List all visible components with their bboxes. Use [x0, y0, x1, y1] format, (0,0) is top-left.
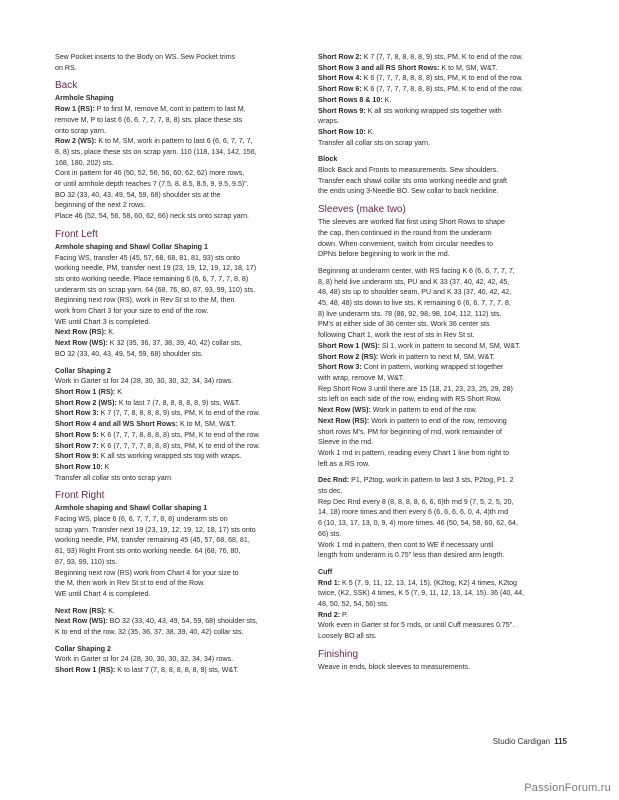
line-text: BO 32 (33, 40, 43, 49, 54, 59, 68) shoulder sts at the — [55, 190, 221, 199]
line-text: 66) sts. — [318, 529, 342, 538]
row-label: Short Row 1 (RS): — [55, 387, 116, 396]
line-text: 8) live underarm sts. 78 (86, 92, 98, 98, 104, 112, 112) sts. — [318, 309, 502, 318]
line-text: Work 1 rnd in pattern, reading every Chart 1 line from right to — [318, 448, 510, 457]
line-text: Beginning next row (RS), work in Rev St st to the M, then — [55, 296, 235, 305]
section-heading: Sleeves (make two) — [318, 204, 406, 216]
line-text: sts left on each side of the row, ending with RS Short Row. — [318, 395, 502, 404]
text-line — [318, 507, 576, 518]
row-label: Short Row 2: — [318, 53, 362, 61]
line-text: WE until Chart 4 is completed. — [55, 589, 151, 598]
line-text: Transfer all collar sts onto scrap yarn — [55, 473, 172, 482]
row-label: Short Row 10: — [55, 462, 103, 471]
row-label: Short Row 4: — [318, 74, 362, 83]
line-text: onto scrap yarn. — [55, 126, 106, 135]
line-text: the M, then work in Rev St st to end of the Row. — [55, 579, 205, 588]
text-line — [55, 578, 309, 589]
paragraph — [318, 52, 576, 148]
row-label: Short Row 3 and all RS Short Rows: — [318, 63, 440, 72]
text-line — [318, 599, 576, 610]
row-label: Short Row 2 (WS): — [55, 398, 117, 407]
text-line — [55, 306, 309, 317]
watermark: PassionForum.ru — [524, 782, 611, 794]
text-line — [55, 158, 309, 169]
row-label: Short Row 2 (RS): — [318, 352, 379, 361]
paragraph — [318, 475, 576, 561]
line-text: Cont in pattern, working wrapped st together — [361, 363, 504, 372]
line-text: length from underarm is 0.75" less than desired arm length. — [318, 551, 505, 560]
line-text: Transfer all collar sts on scrap yarn. — [318, 138, 431, 147]
text-line — [318, 309, 576, 320]
text-line — [55, 627, 309, 638]
text-line — [318, 373, 576, 384]
text-line — [318, 84, 576, 95]
text-line — [55, 514, 309, 525]
line-text: K all sts working wrapped sts together with — [365, 106, 502, 115]
line-text: K 6 (7, 7, 7, 8, 8, 8, 8) sts, PM, K to end of the row. — [361, 74, 524, 83]
text-line — [318, 588, 576, 599]
subheading: Armhole shaping and Shawl Collar shaping 1 — [55, 504, 208, 513]
line-text: K 6 (7, 7, 7, 8, 8, 8, 8) sts, PM, K to end of the row. — [98, 430, 261, 439]
row-label: Short Row 1 (RS): — [55, 666, 116, 675]
row-label: Next Row (WS): — [55, 339, 108, 348]
paragraph — [55, 242, 309, 360]
left-column — [55, 52, 309, 682]
text-line — [55, 419, 309, 430]
text-line — [318, 550, 576, 561]
row-label: Rnd 2: — [318, 610, 341, 619]
paragraph — [318, 567, 576, 642]
text-line — [318, 165, 576, 176]
paragraph — [318, 266, 576, 469]
line-text: Place 46 (52, 54, 56, 58, 60, 62, 66) neck sts onto scrap yarn. — [55, 212, 250, 221]
line-text: Sew Pocket inserts to the Body on WS. Sew Pocket trims — [55, 53, 236, 61]
text-line — [55, 525, 309, 536]
text-line — [318, 518, 576, 529]
text-line — [55, 126, 309, 137]
text-line — [318, 384, 576, 395]
text-line — [55, 115, 309, 126]
line-text: wraps. — [318, 117, 339, 126]
line-text: Work in Garter st for 24 (28, 30, 30, 30, 32, 34, 34) rows. — [55, 655, 234, 664]
line-text: K. — [106, 328, 115, 337]
text-line — [318, 319, 576, 330]
line-text: WE until Chart 3 is completed. — [55, 317, 151, 326]
line-text: Facing WS, place 6 (6, 6, 7, 7, 7, 8, 8) underarm sts on — [55, 515, 228, 524]
text-line — [318, 459, 576, 470]
text-line — [318, 330, 576, 341]
line-text: sts onto working needle. Place remaining 6 (6, 6, 7, 7, 7, 8, 8) — [55, 274, 249, 283]
text-line — [55, 211, 309, 222]
text-line — [318, 298, 576, 309]
text-line — [318, 52, 576, 63]
text-line — [55, 589, 309, 600]
line-text: following Chart 1, work the rest of sts in Rev St st. — [318, 331, 475, 340]
row-label: Next Row (WS): — [55, 617, 108, 626]
paragraph — [55, 606, 309, 638]
line-text: K to last 7 (7, 8, 8, 8, 8, 8, 9) sts, W&T. — [115, 666, 239, 675]
text-line — [55, 451, 309, 462]
subheading: Block — [318, 155, 338, 164]
row-label: Row 2 (WS): — [55, 137, 97, 146]
line-text: 48, 48) sts up to shoulder seam, PU and K 33 (37, 40, 42, 42, — [318, 288, 512, 297]
text-line — [55, 654, 309, 665]
text-line — [318, 228, 576, 239]
line-text: K to M, SM, W&T. — [439, 63, 498, 72]
line-text: K to M, SM, work in pattern to last 6 (6, 6, 7, 7, 7, — [96, 137, 253, 146]
line-text: K to end of the row. 32 (35, 36, 37, 38, 39, 40, 42) collar sts. — [55, 628, 244, 637]
text-line — [318, 249, 576, 260]
line-text: The sleeves are worked flat first using Short Rows to shape — [318, 218, 505, 227]
row-label: Short Row 7: — [55, 441, 99, 450]
text-line — [318, 63, 576, 74]
line-text: K 6 (7, 7, 7, 7, 8, 8, 8) sts, PM, K to end of the row. — [98, 441, 261, 450]
line-text: the ends using 3-Needle BO. Sew collar to back neckline. — [318, 187, 499, 196]
text-line — [55, 274, 309, 285]
line-text: sts dec. — [318, 487, 343, 496]
line-text: DPNs before beginning to work in the rnd. — [318, 250, 450, 259]
line-text: 6 (10, 13, 17, 13, 0, 9, 4) more times. 46 (50, 54, 58, 60, 62, 64, — [318, 519, 518, 528]
row-label: Short Row 10: — [318, 127, 366, 136]
text-line — [318, 394, 576, 405]
text-line — [318, 486, 576, 497]
line-text: remove M, P to last 6 (6, 6, 7, 7, 7, 8, 8) sts, place these sts — [55, 115, 243, 124]
text-line — [55, 535, 309, 546]
row-label: Short Rows 8 & 10: — [318, 95, 383, 104]
text-line — [55, 473, 309, 484]
text-line — [318, 186, 576, 197]
line-text: K — [115, 387, 122, 396]
text-line — [318, 620, 576, 631]
section-heading: Back — [55, 80, 78, 92]
row-label: Rnd 1: — [318, 578, 341, 587]
line-text: underarm sts on scrap yarn. 64 (68, 76, 80, 87, 93, 99, 110) sts. — [55, 285, 256, 294]
text-line — [55, 168, 309, 179]
text-line — [55, 441, 309, 452]
line-text: with wrap, remove M, W&T. — [318, 373, 405, 382]
line-text: K 32 (35, 36, 37, 38, 39, 40, 42) collar sts, — [107, 339, 242, 348]
line-text: Transfer each shawl collar sts onto working needle and graft — [318, 176, 508, 185]
text-line — [55, 52, 309, 63]
paragraph — [318, 217, 576, 260]
text-line — [318, 405, 576, 416]
text-line — [55, 557, 309, 568]
paragraph — [318, 154, 576, 197]
text-line — [55, 190, 309, 201]
row-label: Short Row 1 (WS): — [318, 341, 380, 350]
subheading: Cuff — [318, 567, 333, 576]
text-line — [318, 217, 576, 228]
text-line — [55, 430, 309, 441]
line-text: K to last 7 (7, 8, 8, 8, 8, 8, 9) sts, W&T. — [116, 398, 241, 407]
line-text: PM's at either side of 36 center sts. Work 36 center sts — [318, 320, 490, 329]
paragraph — [55, 93, 309, 221]
row-label: Next Row (RS): — [55, 606, 107, 615]
text-line — [55, 285, 309, 296]
text-line — [318, 427, 576, 438]
subheading: Collar Shaping 2 — [55, 366, 111, 375]
paragraph — [55, 366, 309, 484]
row-label: Next Row (RS): — [318, 416, 370, 425]
line-text: 45, 48, 48) sts down to live sts, K remaining 6 (6, 6, 7, 7, 7, 8, — [318, 299, 511, 308]
line-text: 48, 50, 52, 54, 56) sts. — [318, 600, 389, 609]
text-line — [55, 546, 309, 557]
line-text: 87, 93, 99, 110) sts. — [55, 557, 118, 566]
text-line — [318, 127, 576, 138]
paragraph — [55, 503, 309, 599]
text-line — [55, 665, 309, 676]
paragraph — [55, 644, 309, 676]
line-text: beginning of the next 2 rows. — [55, 201, 146, 210]
line-text: twice, (K2, SSK) 4 times, K 5 (7, 9, 11, 12, 13, 14, 15). 36 (40, 44, — [318, 589, 525, 598]
text-line — [318, 287, 576, 298]
line-text: scrap yarn. Transfer next 19 (23, 19, 12, 19, 12, 18, 17) sts onto — [55, 525, 256, 534]
row-label: Next Row (WS): — [318, 406, 371, 415]
text-line — [55, 147, 309, 158]
line-text: short rows M's. PM for beginning of rnd, work remainder of — [318, 427, 502, 436]
line-text: K 7 (7, 7, 8, 8, 8, 8, 9) sts, PM, K to end of the row. — [361, 53, 524, 61]
row-label: Short Row 9: — [55, 452, 99, 461]
text-line — [318, 176, 576, 187]
text-line — [55, 408, 309, 419]
line-text: 81, 93) Right Front sts onto working needle. 64 (68, 76, 80, — [55, 547, 241, 556]
text-line — [318, 631, 576, 642]
text-line — [318, 448, 576, 459]
line-text: Work in pattern to end of the row, removing — [369, 416, 507, 425]
text-line — [55, 263, 309, 274]
section-heading: Finishing — [318, 648, 359, 660]
line-text: working needle, PM, transfer next 19 (23, 19, 12, 19, 12, 18, 17) — [55, 264, 257, 273]
text-line — [318, 116, 576, 127]
text-line — [318, 475, 576, 486]
text-line — [55, 327, 309, 338]
line-text: P1, P2tog, work in pattern to last 3 sts, P2tog, P1. 2 — [349, 476, 514, 485]
text-line — [318, 106, 576, 117]
line-text: Work in Garter st for 24 (28, 30, 30, 30, 32, 34, 34) rows. — [55, 377, 234, 386]
right-column — [318, 52, 576, 679]
page-footer — [493, 737, 567, 746]
text-line — [55, 136, 309, 147]
row-label: Short Row 6: — [318, 85, 362, 94]
line-text: Beginning at underarm center, with RS facing K 6 (6, 6, 7, 7, 7, — [318, 266, 515, 275]
text-line — [55, 253, 309, 264]
line-text: or until armhole depth reaches 7 (7.5, 8, 8.5, 8.5, 9, 9.5, 9.5)". — [55, 180, 249, 189]
row-label: Short Row 5: — [55, 430, 99, 439]
text-line — [318, 610, 576, 621]
book-title: Studio Cardigan — [492, 737, 551, 746]
text-line — [318, 540, 576, 551]
line-text: BO 32 (33, 40, 43, 49, 54, 59, 68) shoulder sts. — [55, 349, 203, 358]
row-label: Short Row 3: — [318, 363, 362, 372]
line-text: K. — [365, 127, 375, 136]
section-heading: Front Left — [55, 228, 98, 240]
line-text: Sleeve in the rnd. — [318, 438, 374, 447]
text-line — [318, 95, 576, 106]
line-text: 8, 8) held live underarm sts, PU and K 33 (37, 40, 42, 42, 45, — [318, 277, 510, 286]
line-text: 14, 18) more times and then every 6 (6, 6, 6, 6, 0, 4, 4)th rnd — [318, 508, 509, 517]
text-line — [55, 398, 309, 409]
line-text: K — [102, 462, 110, 471]
paragraph — [318, 662, 576, 673]
text-line — [318, 239, 576, 250]
text-line — [318, 138, 576, 149]
line-text: down. When convenient, switch from circular needles to — [318, 239, 494, 248]
line-text: Work in pattern to end of the row. — [370, 406, 478, 415]
text-line — [318, 362, 576, 373]
text-line — [318, 341, 576, 352]
text-line — [55, 606, 309, 617]
row-label: Short Row 3: — [55, 409, 99, 418]
text-line — [55, 616, 309, 627]
line-text: Sl 1, work in pattern to second M, SM, W&T. — [379, 341, 521, 350]
text-line — [318, 662, 576, 673]
line-text: the cap, then continued in the round from the underarm — [318, 228, 492, 237]
line-text: on RS. — [55, 63, 77, 72]
row-label: Short Rows 9: — [318, 106, 366, 115]
text-line — [55, 462, 309, 473]
text-line — [318, 578, 576, 589]
line-text: Rep Dec Rnd every 8 (8, 8, 8, 8, 6, 6, 6)th rnd 9 (7, 5, 2, 5, 20, — [318, 497, 514, 506]
line-text: Beginning next row (RS) work from Chart 4 for your size to — [55, 568, 239, 577]
line-text: work from Chart 3 for your size to end of the row. — [55, 307, 209, 316]
text-line — [318, 437, 576, 448]
line-text: K to M, SM, W&T. — [177, 420, 236, 429]
subheading: Collar Shaping 2 — [55, 644, 111, 653]
line-text: BO 32 (33, 40, 43, 49, 54, 59, 68) shoulder sts, — [107, 617, 258, 626]
line-text: P to first M, remove M, cont in pattern to last M, — [94, 105, 246, 114]
line-text: Weave in ends, block sleeves to measurements. — [318, 662, 471, 671]
text-line — [55, 317, 309, 328]
line-text: Facing WS, transfer 45 (45, 57, 68, 68, 81, 81, 93) sts onto — [55, 253, 240, 262]
text-line — [318, 277, 576, 288]
line-text: Rep Short Row 3 until there are 15 (18, 21, 23, 23, 25, 29, 28) — [318, 384, 513, 393]
text-line — [55, 349, 309, 360]
row-label: Short Row 4 and all WS Short Rows: — [55, 420, 178, 429]
text-line — [318, 266, 576, 277]
text-line — [55, 387, 309, 398]
row-label: Next Row (RS): — [55, 328, 107, 337]
line-text: K. — [106, 606, 115, 615]
text-line — [55, 568, 309, 579]
line-text: Loosely BO all sts. — [318, 632, 377, 641]
line-text: Cont in pattern for 46 (50, 52, 56, 56, 60, 62, 62) more rows, — [55, 169, 245, 178]
line-text: working needle, PM, transfer remaining 45 (45, 57, 68, 68, 81, — [55, 536, 250, 545]
line-text: left as a RS row. — [318, 459, 370, 468]
line-text: K 7 (7, 7, 8, 8, 8, 8, 9) sts, PM, K to end of the row. — [98, 409, 261, 418]
text-line — [318, 416, 576, 427]
subheading: Armhole Shaping — [55, 94, 114, 103]
text-line — [318, 497, 576, 508]
text-line — [318, 529, 576, 540]
text-line — [55, 338, 309, 349]
line-text: 8, 8) sts, place these sts on scrap yarn. 110 (118, 134, 142, 156, — [55, 147, 257, 156]
row-label: Dec Rnd: — [318, 476, 350, 485]
line-text: K 5 (7, 9, 11, 12, 13, 14, 15), (K2tog, K2) 4 times, K2tog — [340, 578, 517, 587]
subheading: Armhole shaping and Shawl Collar Shaping 1 — [55, 242, 208, 251]
line-text: K 6 (7, 7, 7, 7, 8, 8, 8) sts, PM, K to end of the row. — [361, 85, 524, 94]
text-line — [55, 104, 309, 115]
page-number: 115 — [554, 737, 567, 746]
line-text: K all sts working wrapped sts tog with wraps. — [98, 452, 242, 461]
text-line — [318, 352, 576, 363]
text-line — [318, 73, 576, 84]
line-text: 168, 180, 202) sts. — [55, 158, 114, 167]
line-text: Work in pattern to next M, SM, W&T. — [378, 352, 495, 361]
row-label: Row 1 (RS): — [55, 105, 95, 114]
line-text: Work 1 rnd in pattern, then cont to WE if necessary until — [318, 540, 494, 549]
text-line — [55, 200, 309, 211]
line-text: Block Back and Fronts to measurements. Sew shoulders. — [318, 166, 499, 175]
text-line — [55, 179, 309, 190]
text-line — [55, 63, 309, 74]
paragraph — [55, 52, 309, 73]
text-line — [55, 376, 309, 387]
text-line — [55, 295, 309, 306]
line-text: Work even in Garter st for 5 rnds, or until Cuff measures 0.75". — [318, 621, 515, 630]
line-text: P. — [340, 610, 348, 619]
section-heading: Front Right — [55, 490, 105, 502]
line-text: K. — [382, 95, 392, 104]
